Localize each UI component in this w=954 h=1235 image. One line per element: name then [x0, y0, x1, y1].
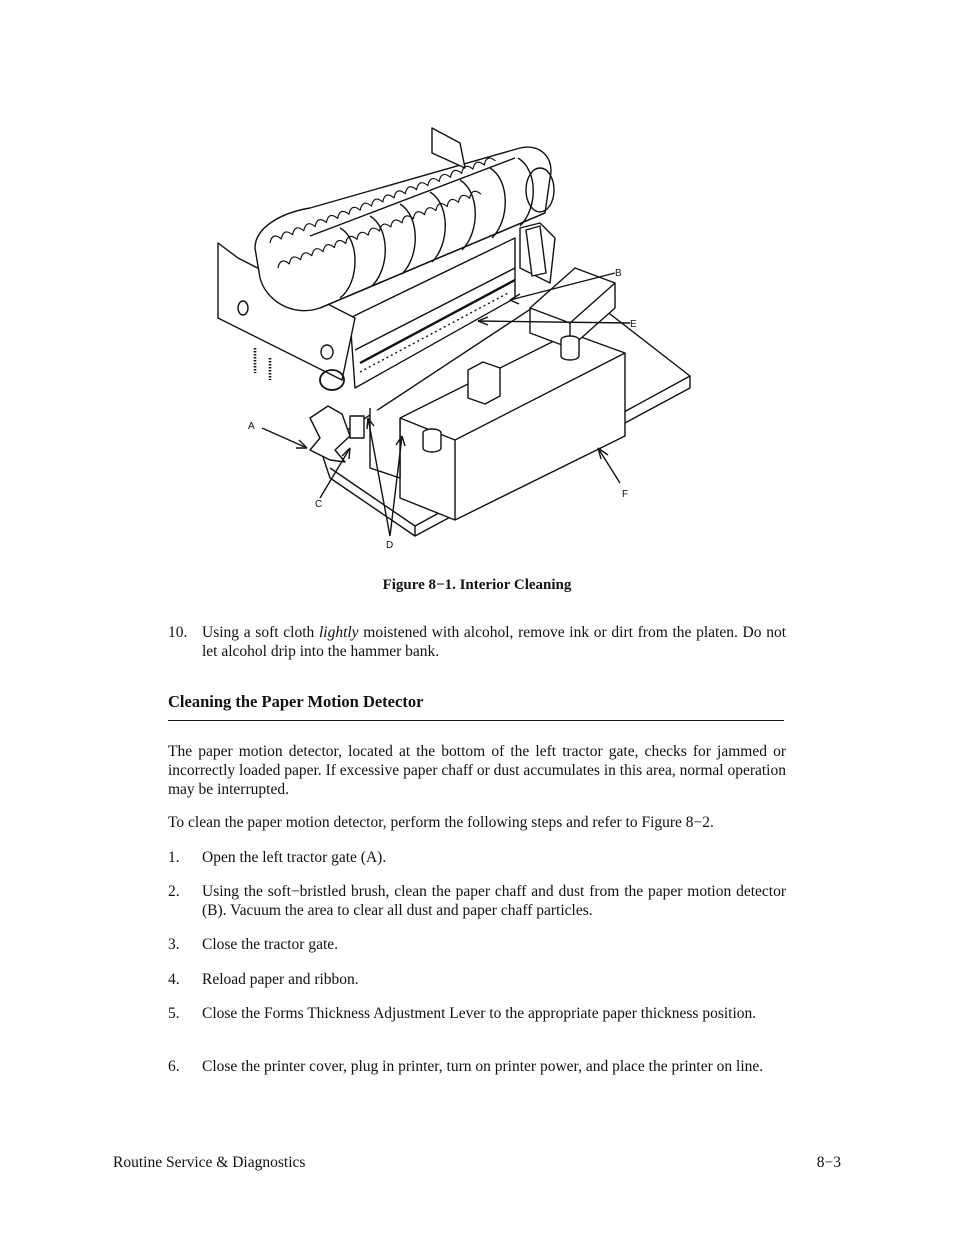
- step-number: 6.: [168, 1058, 180, 1075]
- step-1: [168, 848, 786, 867]
- footer-page-number: 8−3: [816, 1154, 841, 1171]
- step-10: [168, 623, 786, 661]
- figure-caption: Figure 8−1. Interior Cleaning: [382, 577, 572, 593]
- section-heading: Cleaning the Paper Motion Detector: [168, 692, 424, 711]
- callout-a: A: [248, 421, 255, 432]
- step-number: 2.: [168, 883, 180, 900]
- step-4: [168, 970, 786, 989]
- step-text: Close the tractor gate.: [202, 936, 339, 953]
- step-text-end: moistened with alcohol, remove ink or dirt from the platen. Do not let alcohol drip into the hammer bank.: [202, 624, 786, 660]
- step-number: 1.: [168, 849, 180, 866]
- step-number: 3.: [168, 936, 180, 953]
- callout-d: D: [386, 540, 394, 551]
- step-number: 10.: [168, 624, 188, 641]
- step-number: 5.: [168, 1005, 180, 1022]
- callout-b: B: [615, 268, 622, 279]
- step-text: Using the soft−bristled brush, clean the paper chaff and dust from the paper motion detector (B). Vacuum the area to clear all dust and paper chaff particles.: [202, 883, 786, 919]
- interior-cleaning-figure: [210, 118, 700, 558]
- section-divider: [168, 720, 784, 721]
- step-text: Close the printer cover, plug in printer, turn on printer power, and place the printer on line.: [202, 1058, 764, 1075]
- step-6: [168, 1057, 786, 1076]
- intro-paragraph: The paper motion detector, located at the bottom of the left tractor gate, checks for jammed or incorrectly loaded paper. If excessive paper chaff or dust accumulates in this area, normal operation may be interrupted.: [168, 743, 786, 798]
- step-text: Close the Forms Thickness Adjustment Lever to the appropriate paper thickness position.: [202, 1005, 757, 1022]
- footer-section-title: Routine Service & Diagnostics: [113, 1154, 306, 1171]
- step-text: Reload paper and ribbon.: [202, 971, 359, 988]
- step-text: Open the left tractor gate (A).: [202, 849, 387, 866]
- lead-paragraph: To clean the paper motion detector, perform the following steps and refer to Figure 8−2.: [168, 814, 714, 831]
- step-3: [168, 935, 786, 954]
- callout-c: C: [315, 499, 323, 510]
- step-2: [168, 882, 786, 920]
- emphasis-lightly: lightly: [318, 624, 359, 641]
- step-5: [168, 1004, 786, 1023]
- callout-f: F: [622, 489, 629, 500]
- step-text-start: Using a soft cloth: [202, 624, 319, 641]
- callout-e: E: [630, 319, 637, 330]
- step-text: [202, 623, 786, 661]
- printer-mechanism-illustration: [210, 118, 700, 558]
- step-number: 4.: [168, 971, 180, 988]
